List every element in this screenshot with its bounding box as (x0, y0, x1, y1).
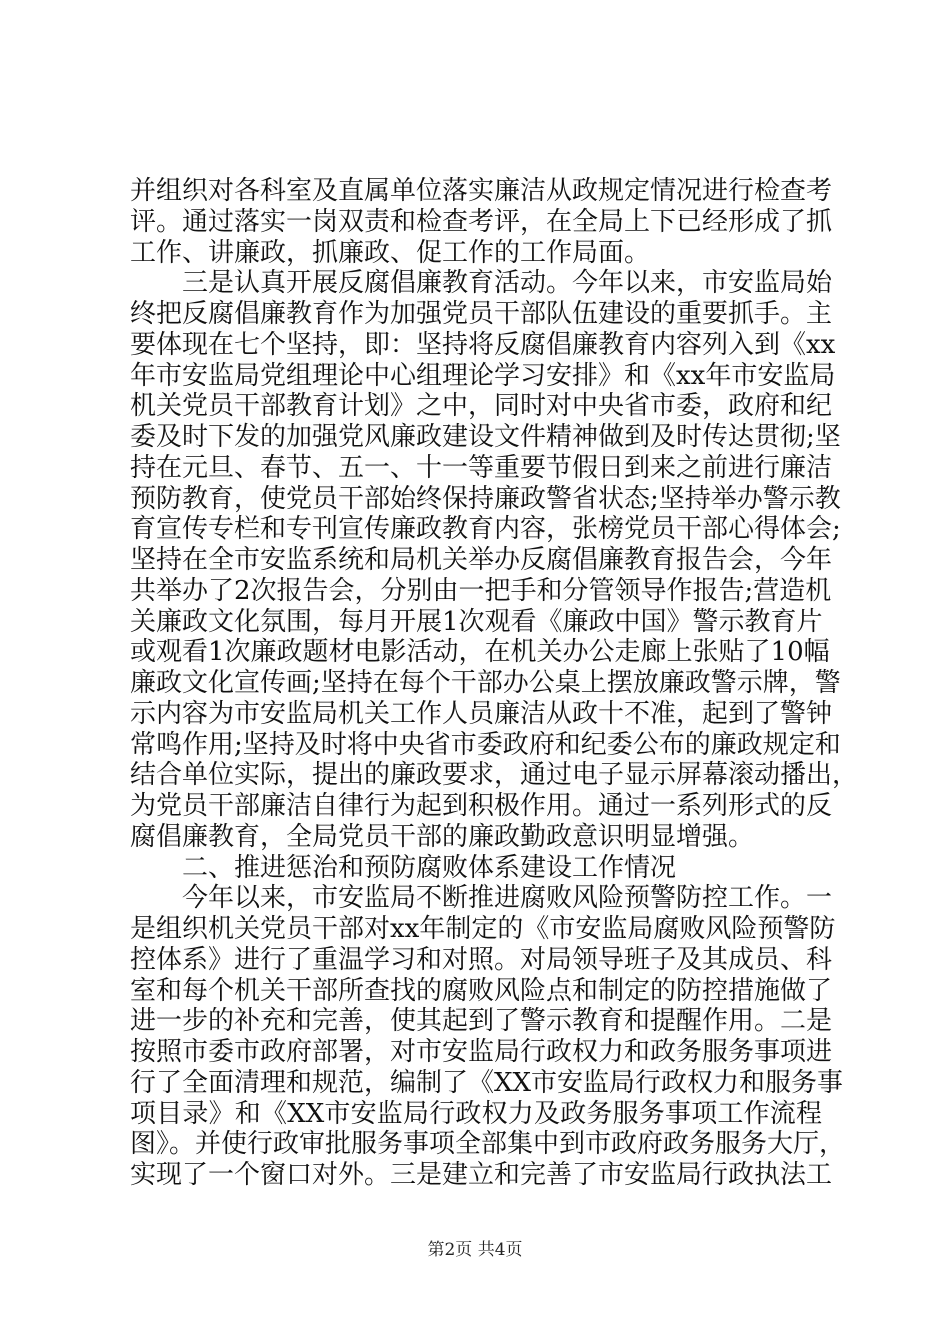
paragraph-line: 持在元旦、春节、五一、十一等重要节假日到来之前进行廉洁 (130, 452, 833, 483)
paragraph-line: 预防教育，使党员干部始终保持廉政警省状态;坚持举办警示教 (130, 483, 841, 514)
page-number-footer: 第2页 共4页 (427, 1240, 523, 1260)
paragraph-line: 室和每个机关干部所查找的腐败风险点和制定的防控措施做了 (130, 975, 833, 1006)
paragraph-line: 示内容为市安监局机关工作人员廉洁从政十不准，起到了警钟 (130, 698, 833, 729)
paragraph-line: 育宣传专栏和专刊宣传廉政教育内容，张榜党员干部心得体会; (130, 514, 841, 545)
paragraph-line: 关廉政文化氛围，每月开展1次观看《廉政中国》警示教育片 (130, 606, 823, 637)
paragraph-line: 行了全面清理和规范，编制了《XX市安监局行政权力和服务事 (130, 1067, 844, 1098)
paragraph-line: 腐倡廉教育，全局党员干部的廉政勤政意识明显增强。 (130, 821, 755, 852)
paragraph-line: 常鸣作用;坚持及时将中央省市委政府和纪委公布的廉政规定和 (130, 729, 841, 760)
paragraph-line: 终把反腐倡廉教育作为加强党员干部队伍建设的重要抓手。主 (130, 299, 833, 329)
paragraph-line: 实现了一个窗口对外。三是建立和完善了市安监局行政执法工 (130, 1160, 833, 1190)
paragraph-line: 项目录》和《XX市安监局行政权力及政务服务事项工作流程 (130, 1098, 822, 1129)
paragraph-line: 图》。并使行政审批服务事项全部集中到市政府政务服务大厅， (130, 1129, 846, 1160)
paragraph-line: 今年以来，市安监局不断推进腐败风险预警防控工作。一 (182, 883, 833, 914)
paragraph-line: 共举办了2次报告会，分别由一把手和分管领导作报告;营造机 (130, 575, 832, 606)
paragraph-line: 进一步的补充和完善，使其起到了警示教育和提醒作用。二是 (130, 1006, 833, 1037)
paragraph-line: 并组织对各科室及直属单位落实廉洁从政规定情况进行检查考 (130, 176, 833, 206)
paragraph-line: 控体系》进行了重温学习和对照。对局领导班子及其成员、科 (130, 944, 833, 975)
paragraph-line: 委及时下发的加强党风廉政建设文件精神做到及时传达贯彻;坚 (130, 422, 841, 452)
section-heading: 二、推进惩治和预防腐败体系建设工作情况 (182, 852, 677, 883)
paragraph-line: 机关党员干部教育计划》之中，同时对中央省市委，政府和纪 (130, 391, 833, 422)
paragraph-line: 廉政文化宣传画;坚持在每个干部办公桌上摆放廉政警示牌，警 (130, 668, 841, 698)
paragraph-line: 工作、讲廉政，抓廉政、促工作的工作局面。 (130, 237, 651, 268)
paragraph-line: 为党员干部廉洁自律行为起到积极作用。通过一系列形式的反 (130, 791, 833, 821)
paragraph-line: 要体现在七个坚持，即：坚持将反腐倡廉教育内容列入到《xx (130, 329, 836, 360)
paragraph-line: 或观看1次廉政题材电影活动，在机关办公走廊上张贴了10幅 (130, 637, 830, 668)
paragraph-line: 结合单位实际，提出的廉政要求，通过电子显示屏幕滚动播出， (130, 760, 859, 791)
paragraph-line: 三是认真开展反腐倡廉教育活动。今年以来，市安监局始 (182, 268, 833, 299)
paragraph-line: 是组织机关党员干部对xx年制定的《市安监局腐败风险预警防 (130, 914, 836, 944)
paragraph-line: 评。通过落实一岗双责和检查考评，在全局上下已经形成了抓 (130, 206, 833, 237)
paragraph-line: 坚持在全市安监系统和局机关举办反腐倡廉教育报告会，今年 (130, 545, 833, 575)
paragraph-line: 按照市委市政府部署，对市安监局行政权力和政务服务事项进 (130, 1037, 833, 1067)
paragraph-line: 年市安监局党组理论中心组理论学习安排》和《xx年市安监局 (130, 360, 836, 391)
